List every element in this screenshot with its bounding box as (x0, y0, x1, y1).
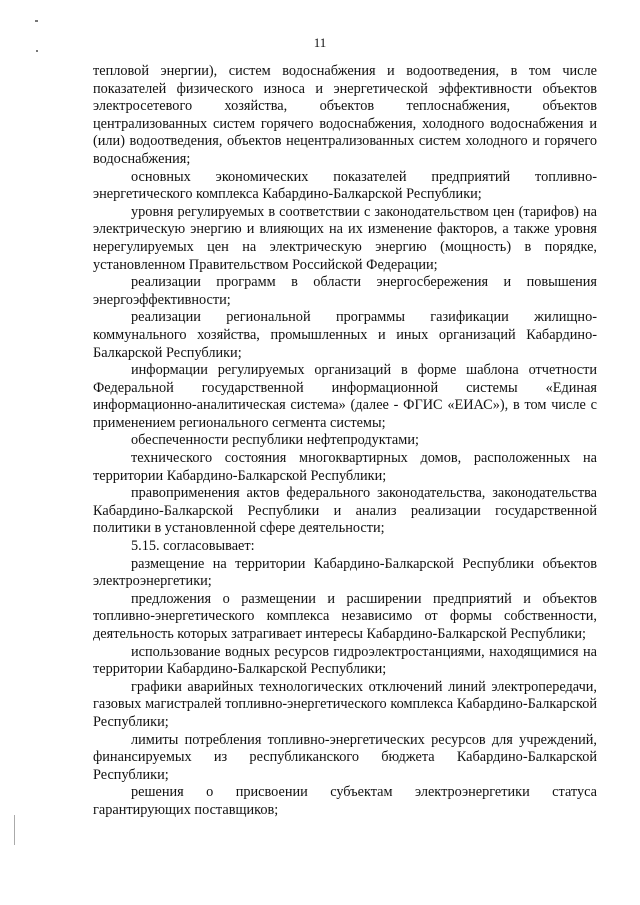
paragraph: реализации региональной программы газификации жилищно-коммунального хозяйства, промышленных и иных организаций Кабардино-Балкарской Республики; (93, 309, 597, 361)
page-number: 11 (313, 35, 327, 50)
paragraph: решения о присвоении субъектам электроэнергетики статуса гарантирующих поставщиков; (93, 784, 597, 818)
paragraph: уровня регулируемых в соответствии с законодательством цен (тарифов) на электрическую энергию и влияющих на их изменение факторов, а также уровня нерегулируемых цен на электрическую энергию (мощность) в порядке, установленном Правительством Российской Федерации; (93, 203, 597, 273)
paragraph: информации регулируемых организаций в форме шаблона отчетности Федеральной государственной информационной системы «Единая информационно-аналитическая система» (далее - ФГИС «ЕИАС»), в том числе с применением регионального сегмента системы; (93, 362, 597, 431)
paragraph: правоприменения актов федерального законодательства, законодательства Кабардино-Балкарской Республики и анализ реализации государственной политики в установленной сфере деятельности; (93, 485, 597, 537)
paragraph: обеспеченности республики нефтепродуктами; (131, 432, 419, 449)
paragraph: тепловой энергии), систем водоснабжения и водоотведения, в том числе показателей физического износа и энергетической эффективности объектов электросетевого хозяйства, объектов теплоснабжения, объектов централизованных систем горячего водоснабжения, холодного водоснабжения и (или) водоотведения, объектов нецентрализованных систем холодного и горячего водоснабжения; (93, 63, 597, 167)
scan-margin-mark-top (35, 20, 38, 22)
document-body (93, 63, 597, 820)
paragraph: 5.15. согласовывает: (131, 538, 255, 555)
paragraph: лимиты потребления топливно-энергетических ресурсов для учреждений, финансируемых из республиканского бюджета Кабардино-Балкарской Республики; (93, 731, 597, 783)
paragraph: основных экономических показателей предприятий топливно-энергетического комплекса Кабардино-Балкарской Республики; (93, 168, 597, 203)
scan-margin-mark-bottom (14, 815, 15, 845)
paragraph: реализации программ в области энергосбережения и повышения энергоэффективности; (93, 274, 597, 308)
paragraph: размещение на территории Кабардино-Балкарской Республики объектов электроэнергетики; (93, 555, 597, 590)
paragraph: технического состояния многоквартирных домов, расположенных на территории Кабардино-Балкарской Республики; (93, 450, 597, 484)
paragraph: графики аварийных технологических отключений линий электропередачи, газовых магистралей топливно-энергетического комплекса Кабардино-Балкарской Республики; (93, 678, 597, 730)
paragraph: использование водных ресурсов гидроэлектростанциями, находящимися на территории Кабардино-Балкарской Республики; (93, 643, 597, 678)
paragraph: предложения о размещении и расширении предприятий и объектов топливно-энергетического комплекса независимо от формы собственности, деятельность которых затрагивает интересы Кабардино-Балкарской Республики; (93, 590, 597, 642)
